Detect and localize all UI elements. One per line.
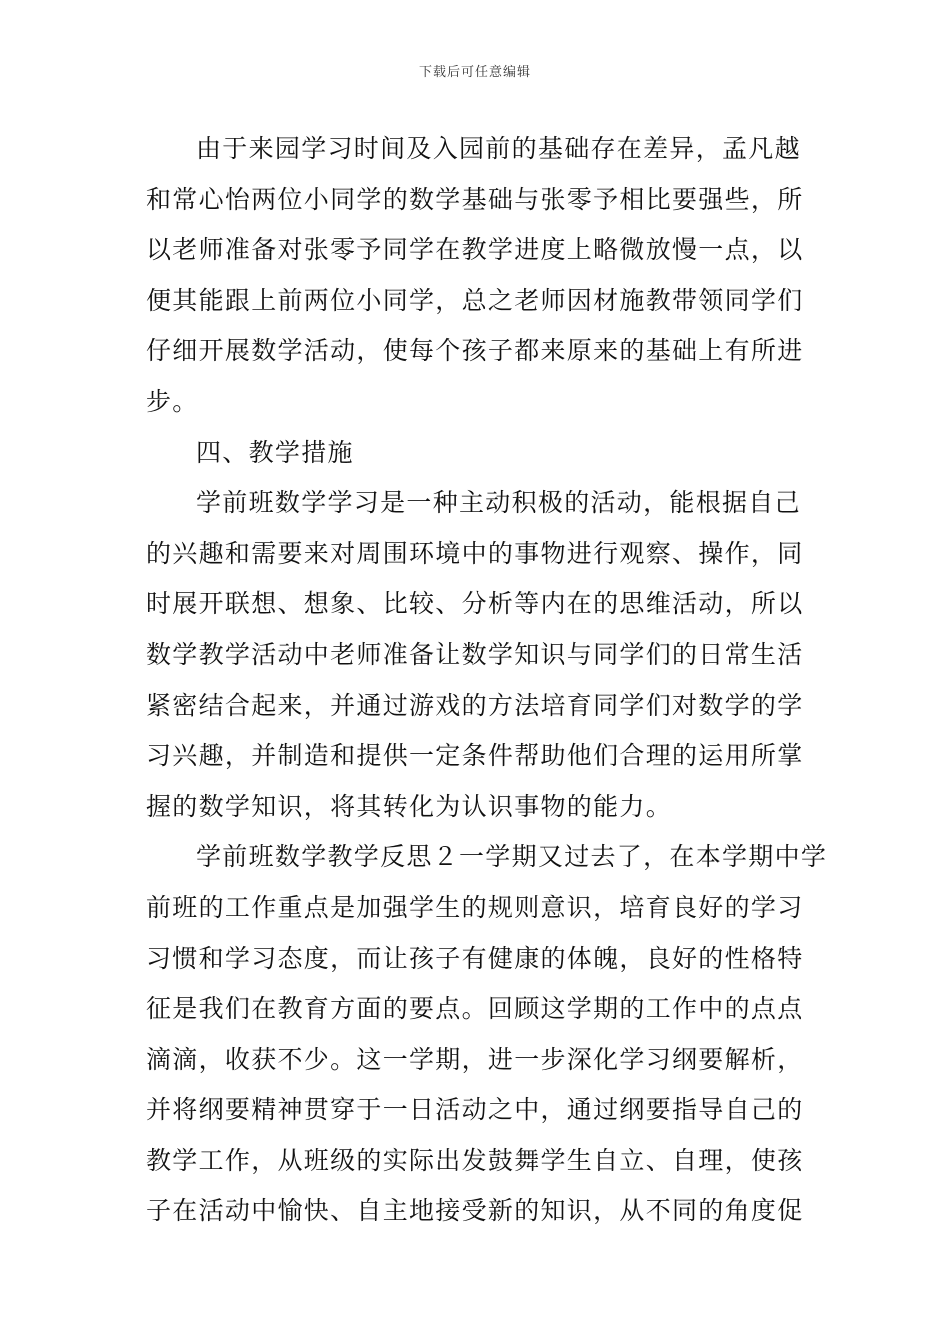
- text-line: 便其能跟上前两位小同学，总之老师因材施教带领同学们: [146, 285, 804, 315]
- text-line: 滴滴，收获不少。这一学期，进一步深化学习纲要解析，: [146, 1044, 804, 1074]
- text-line: 紧密结合起来，并通过游戏的方法培育同学们对数学的学: [146, 690, 804, 720]
- text-line: 握的数学知识，将其转化为认识事物的能力。: [146, 791, 673, 821]
- text-line: 征是我们在教育方面的要点。回顾这学期的工作中的点点: [146, 994, 804, 1024]
- text-line: 习惯和学习态度，而让孩子有健康的体魄，良好的性格特: [146, 943, 804, 973]
- text-line: 步。: [146, 386, 199, 416]
- page-header: 下载后可任意编辑: [418, 65, 531, 80]
- text-line: 的兴趣和需要来对周围环境中的事物进行观察、操作，同: [146, 538, 804, 568]
- section-heading: 四、教学措施: [196, 437, 354, 467]
- text-line: 由于来园学习时间及入园前的基础存在差异，孟凡越: [196, 134, 801, 163]
- text-line: 教学工作，从班级的实际出发鼓舞学生自立、自理，使孩: [146, 1145, 804, 1175]
- text-line: 学前班数学教学反思２一学期又过去了，在本学期中学: [196, 842, 828, 872]
- text-line: 时展开联想、想象、比较、分析等内在的思维活动，所以: [146, 589, 804, 619]
- text-line: 习兴趣，并制造和提供一定条件帮助他们合理的运用所掌: [146, 741, 804, 771]
- text-line: 数学教学活动中老师准备让数学知识与同学们的日常生活: [146, 639, 804, 669]
- text-line: 仔细开展数学活动，使每个孩子都来原来的基础上有所进: [146, 336, 804, 366]
- text-line: 以老师准备对张零予同学在教学进度上略微放慢一点，以: [146, 235, 804, 265]
- text-line: 和常心怡两位小同学的数学基础与张零予相比要强些，所: [146, 184, 804, 214]
- text-line: 学前班数学学习是一种主动积极的活动，能根据自己: [196, 488, 801, 518]
- text-line: 子在活动中愉快、自主地接受新的知识，从不同的角度促: [146, 1196, 804, 1226]
- text-line: 前班的工作重点是加强学生的规则意识，培育良好的学习: [146, 892, 804, 922]
- text-line: 并将纲要精神贯穿于一日活动之中，通过纲要指导自己的: [146, 1095, 804, 1125]
- document-body: [146, 124, 828, 1237]
